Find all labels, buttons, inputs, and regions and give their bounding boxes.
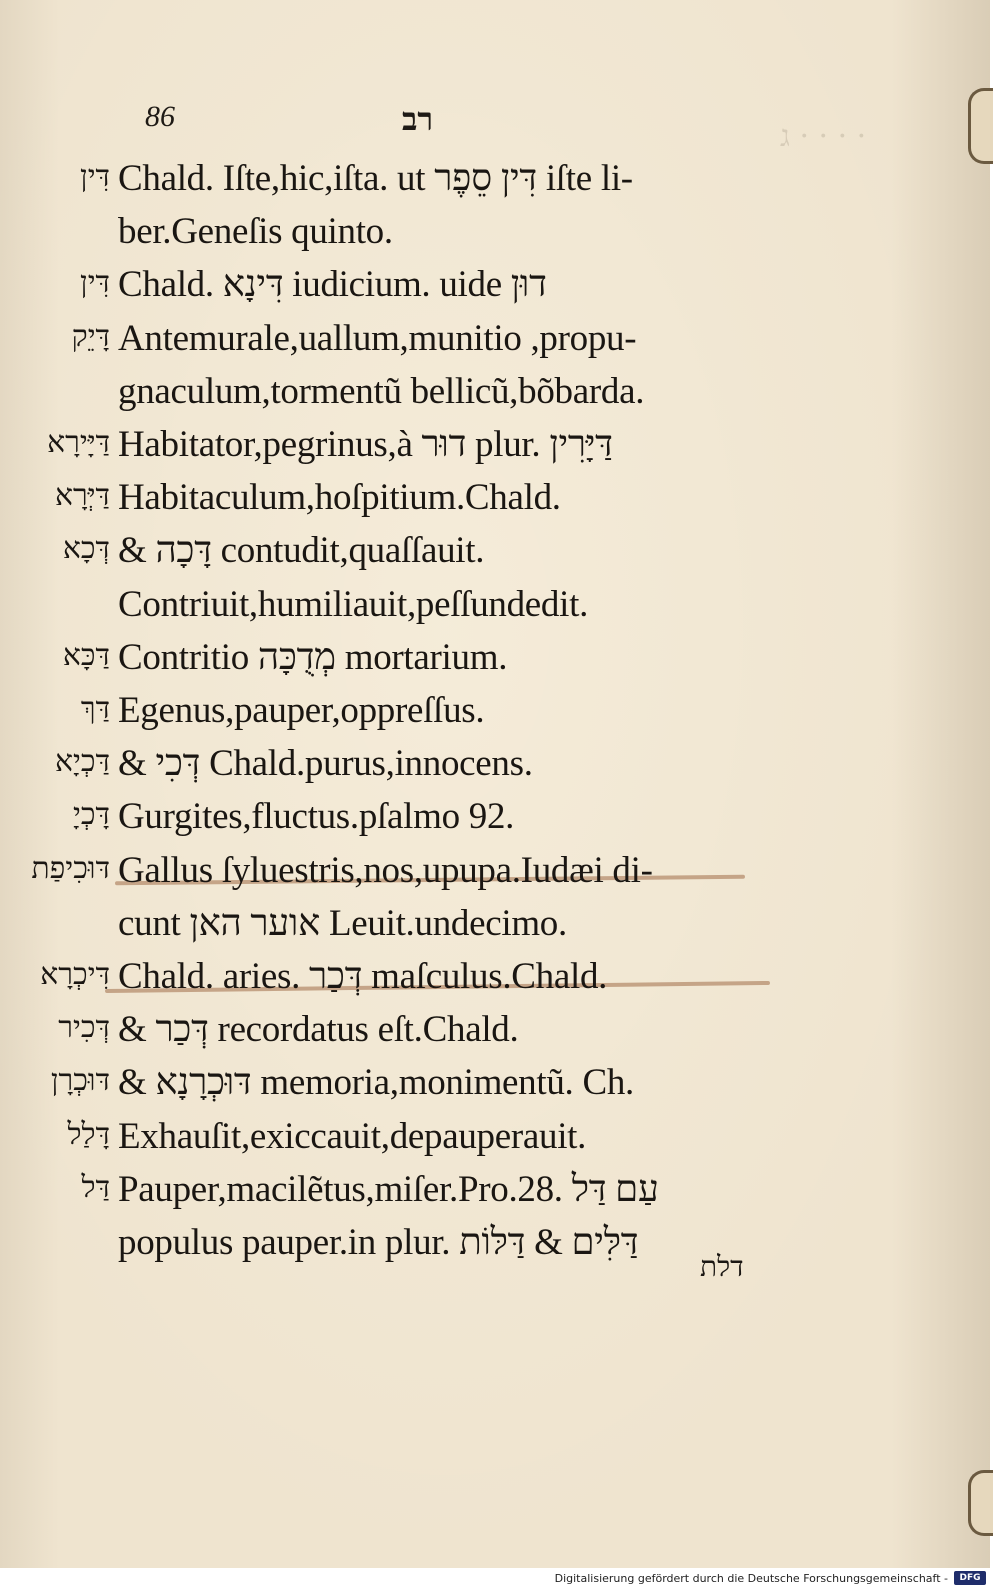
- dfg-logo: DFG: [954, 1571, 986, 1585]
- page-clasp-top: [968, 88, 993, 164]
- entry-text: Habitator,pegrinus,à דוּר plur. דַּיָּרִין: [118, 424, 613, 465]
- page-clasp-bottom: [968, 1470, 993, 1536]
- entry-text: Contriuit,humiliauit,peſſundedit.: [118, 583, 589, 625]
- entry-line: [0, 157, 980, 211]
- entry-text: Chald. Iſte,hic,iſta. ut דִּין סֵפֶר iſte li-: [118, 158, 633, 199]
- entry-line: [0, 423, 980, 477]
- entry-line: [0, 636, 980, 690]
- entry-line: [0, 1168, 980, 1222]
- entry-text: Pauper,macilẽtus,miſer.Pro.28. עַם דַּל: [118, 1168, 659, 1210]
- entry-text: Contritio מְדֻכָּה mortarium.: [118, 636, 508, 678]
- entry-headword: דָּיֵק: [71, 318, 110, 354]
- entry-headword: דַּיְּרָא: [54, 478, 110, 514]
- entry-text: Chald. aries. דְּכַר maſculus.Chald.: [118, 956, 608, 997]
- entry-line: [0, 955, 980, 1009]
- final-catchword: דלת: [700, 1250, 744, 1283]
- entry-line: [0, 795, 980, 849]
- entry-text: Egenus,pauper,oppreſſus.: [118, 690, 485, 731]
- entry-headword: דּוּכִיפַת: [31, 850, 110, 886]
- entry-text: Chald. דִּינָא iudicium. uide דוּן: [118, 264, 547, 306]
- entry-text: Antemurale,uallum,munitio ,propu-: [118, 317, 637, 359]
- entry-headword: דַּכָּא: [62, 637, 110, 673]
- entry-text: & דְּכִי Chald.purus,innocens.: [118, 743, 533, 785]
- entry-line: [0, 210, 980, 264]
- entry-headword: דַּל: [81, 1169, 110, 1205]
- entry-line: [0, 1061, 980, 1115]
- entry-text: Habitaculum,hoſpitium.Chald.: [118, 477, 561, 519]
- entry-text: & דּוּכְרָנָא memoria,monimentũ. Ch.: [118, 1062, 634, 1104]
- entry-line: [0, 583, 980, 637]
- entry-text: populus pauper.in plur. דַּלִּים & דַּלּוֹת: [118, 1222, 639, 1263]
- entry-headword: דִּין: [80, 265, 110, 301]
- entry-headword: דִּיכְרָא: [40, 957, 110, 992]
- entry-headword: דְּכָא: [62, 531, 110, 567]
- entry-line: [0, 1008, 980, 1062]
- entry-text: & דְּכַר recordatus eſt.Chald.: [118, 1009, 519, 1051]
- entry-headword: דַּכְיָא: [55, 744, 110, 780]
- entry-line: [0, 370, 980, 424]
- folio-number: 86: [145, 100, 175, 133]
- entry-text: Gurgites,fluctus.pſalmo 92.: [118, 796, 515, 838]
- running-head: רב: [402, 100, 434, 138]
- entry-line: [0, 1221, 980, 1275]
- entry-headword: דַּיָּירָא: [47, 425, 110, 460]
- entry-line: [0, 263, 980, 317]
- entry-line: [0, 902, 980, 956]
- entry-text: Exhauſit,exiccauit,depauperauit.: [118, 1115, 587, 1157]
- entry-text: cunt אוער האן Leuit.undecimo.: [118, 902, 567, 944]
- entry-line: [0, 689, 980, 743]
- entry-line: [0, 317, 980, 371]
- entry-headword: דַּךְ: [80, 691, 110, 726]
- entry-line: [0, 849, 980, 903]
- entry-line: [0, 742, 980, 796]
- entry-headword: דָּכְיָ: [73, 797, 110, 833]
- entry-text: ber.Geneſis quinto.: [118, 211, 393, 253]
- entry-text: gnaculum,tormentũ bellicũ,bõbarda.: [118, 370, 645, 412]
- entry-headword: דָּלַל: [67, 1116, 110, 1152]
- entry-headword: דְּכִיר: [58, 1010, 110, 1046]
- entry-line: [0, 529, 980, 583]
- entry-headword: דִּין: [80, 159, 110, 194]
- entry-line: [0, 1115, 980, 1169]
- footer-credit: Digitalisierung gefördert durch die Deutsche Forschungsgemeinschaft -: [554, 1572, 948, 1585]
- entry-text: & דָּכָה contudit,quaſſauit.: [118, 530, 485, 572]
- entry-line: [0, 476, 980, 530]
- digitization-footer: [0, 1568, 1000, 1589]
- entry-text: Gallus ſyluestris,nos,upupa.Iudæi di-: [118, 849, 653, 891]
- bleed-through-text: ג · · · ·: [780, 119, 867, 154]
- entry-headword: דּוּכְרָן: [50, 1063, 110, 1099]
